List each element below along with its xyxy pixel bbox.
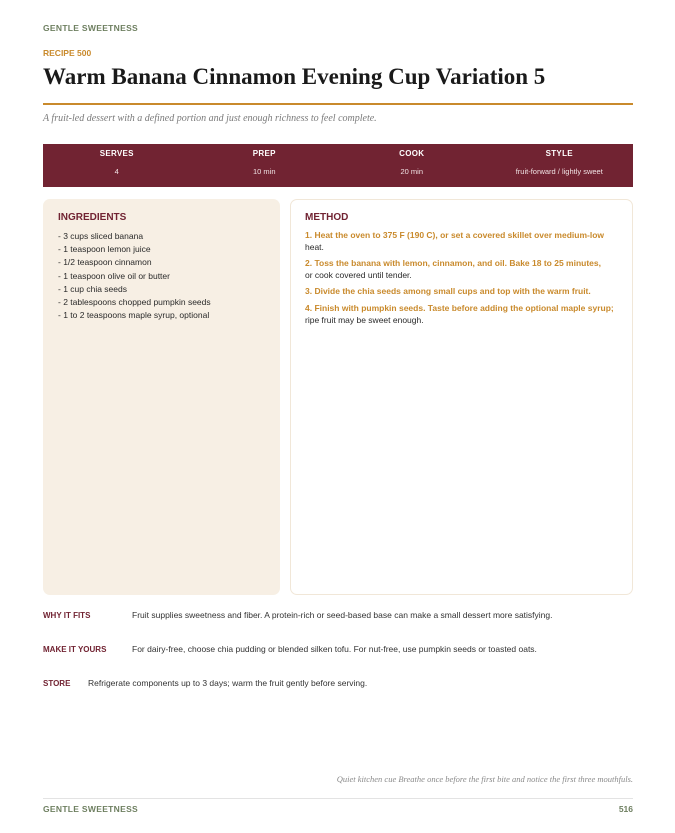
note-text: Fruit supplies sweetness and fiber. A protein-rich or seed-based base can make a small dessert more satisfying. xyxy=(132,610,553,620)
step-action: 3. Divide the chia seeds among small cups and top with the warm fruit. xyxy=(305,286,591,297)
stat-prep xyxy=(191,144,339,187)
stat-value: 10 min xyxy=(252,167,276,176)
ingredient-item: - 1 to 2 teaspoons maple syrup, optional xyxy=(58,310,210,321)
note-label: MAKE IT YOURS xyxy=(43,645,107,654)
ingredient-list xyxy=(58,230,265,322)
kitchen-cue: Quiet kitchen cue Breathe once before the first bite and notice the first three mouthfuls. xyxy=(336,774,633,784)
note-text: For dairy-free, choose chia pudding or blended silken tofu. For nut-free, use pumpkin seeds or toasted oats. xyxy=(132,644,537,654)
note-label: WHY IT FITS xyxy=(43,611,91,620)
recipe-stats-bar xyxy=(43,144,633,187)
ingredient-item: - 2 tablespoons chopped pumpkin seeds xyxy=(58,297,211,308)
note-make-it-yours xyxy=(43,644,537,654)
recipe-page xyxy=(43,0,633,833)
page-number: 516 xyxy=(618,804,633,814)
step-continuation: heat. xyxy=(305,241,324,252)
note-store xyxy=(43,678,367,688)
note-why-it-fits xyxy=(43,610,552,620)
stat-value: 20 min xyxy=(400,167,423,176)
title-divider xyxy=(43,103,633,105)
method-card xyxy=(290,199,633,595)
stat-cook xyxy=(338,144,486,187)
stat-value: fruit-forward / lightly sweet xyxy=(515,167,603,176)
stat-label: SERVES xyxy=(99,149,134,158)
ingredient-item: - 1 teaspoon olive oil or butter xyxy=(58,270,170,281)
method-heading: METHOD xyxy=(305,212,349,223)
step-action: 2. Toss the banana with lemon, cinnamon, and oil. Bake 18 to 25 minutes, xyxy=(305,258,601,269)
recipe-number: RECIPE 500 xyxy=(43,48,92,58)
stat-label: STYLE xyxy=(545,149,573,158)
step-continuation: or cook covered until tender. xyxy=(305,269,412,280)
ingredient-item: - 1/2 teaspoon cinnamon xyxy=(58,257,152,268)
step-continuation: ripe fruit may be sweet enough. xyxy=(305,314,424,325)
footer-divider xyxy=(43,798,633,799)
recipe-subtitle: A fruit-led dessert with a defined portion and just enough richness to feel complete. xyxy=(43,113,377,124)
stat-label: COOK xyxy=(399,149,425,158)
step-action: 1. Heat the oven to 375 F (190 C), or set a covered skillet over medium-low xyxy=(305,230,605,240)
ingredient-item: - 1 teaspoon lemon juice xyxy=(58,244,151,255)
stat-label: PREP xyxy=(252,149,276,158)
brand-header: GENTLE SWEETNESS xyxy=(43,23,139,33)
stat-style xyxy=(486,144,634,187)
note-text: Refrigerate components up to 3 days; warm the fruit gently before serving. xyxy=(88,678,368,688)
method-step xyxy=(305,286,618,298)
step-action: 4. Finish with pumpkin seeds. Taste before adding the optional maple syrup; xyxy=(305,302,614,313)
method-step xyxy=(305,303,618,326)
ingredient-item: - 3 cups sliced banana xyxy=(58,231,144,241)
ingredient-item: - 1 cup chia seeds xyxy=(58,283,127,294)
method-step xyxy=(305,258,618,281)
note-label: STORE xyxy=(43,679,71,688)
recipe-title: Warm Banana Cinnamon Evening Cup Variation 5 xyxy=(43,64,546,89)
ingredients-heading: INGREDIENTS xyxy=(58,212,127,223)
stat-serves xyxy=(43,144,191,187)
footer-brand: GENTLE SWEETNESS xyxy=(43,804,139,814)
ingredients-card xyxy=(43,199,280,595)
method-step xyxy=(305,230,618,253)
stat-value: 4 xyxy=(114,167,119,176)
